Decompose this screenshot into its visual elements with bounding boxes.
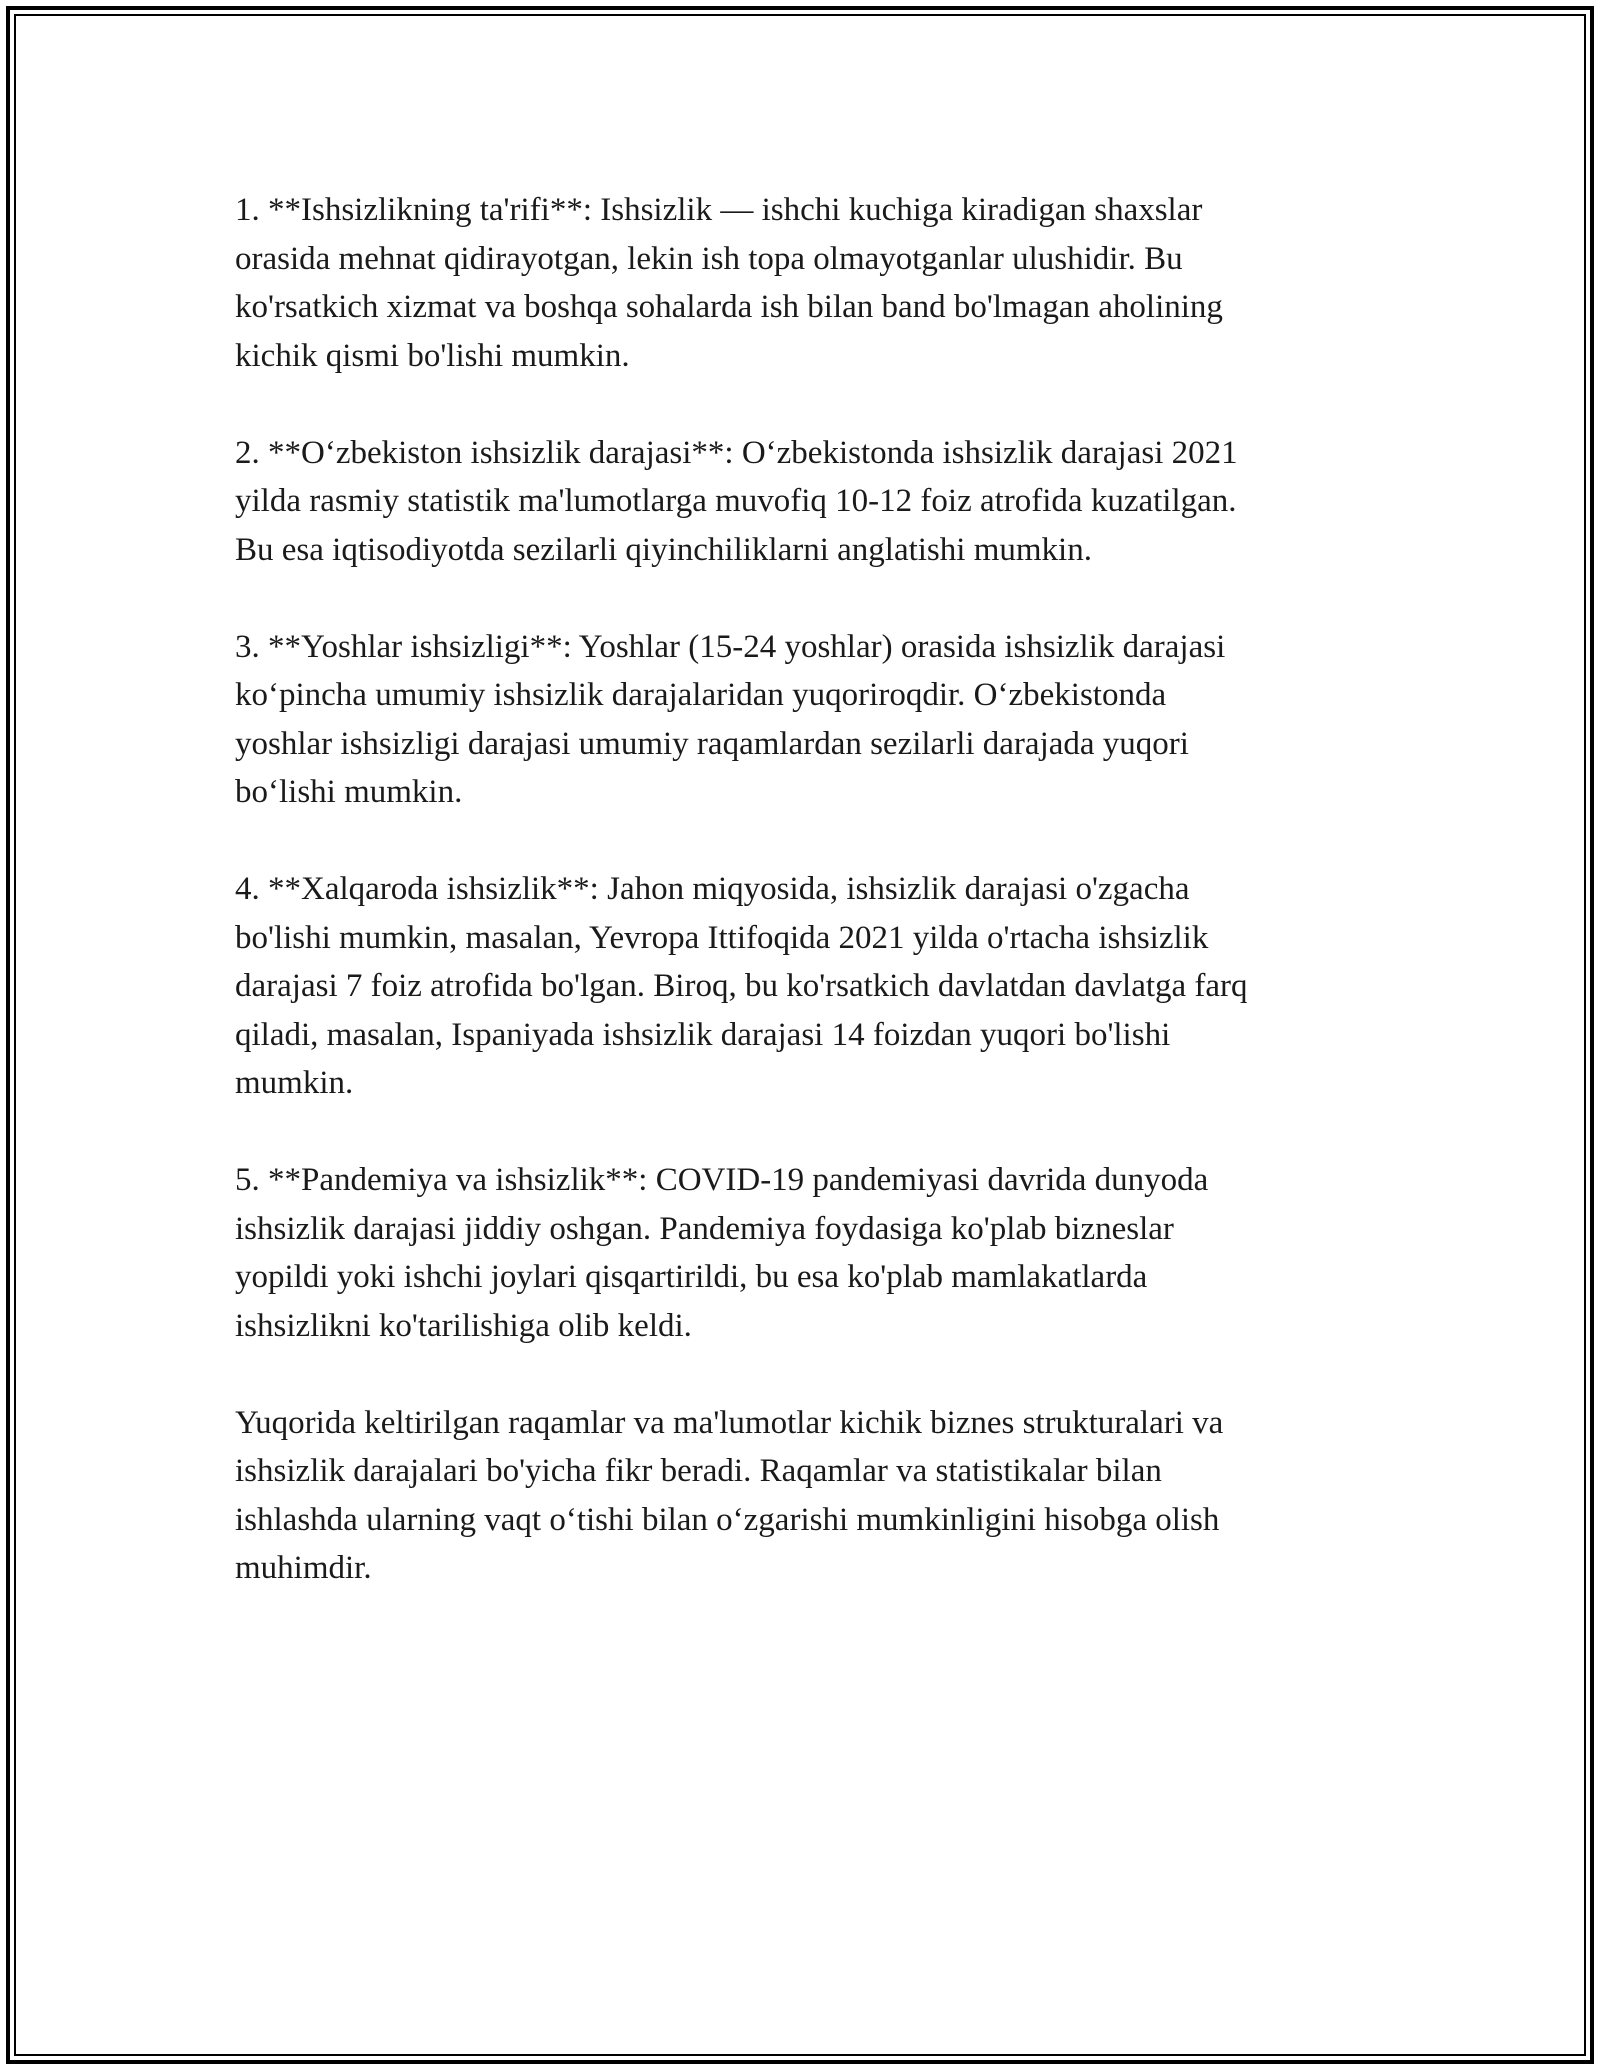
paragraph-unemployment-definition: 1. **Ishsizlikning ta'rifi**: Ishsizlik — ishchi kuchiga kiradigan shaxslar orasida mehnat qidirayotgan, lekin ish topa olmayotganlar ulushidir. Bu ko'rsatkich xizmat va boshqa sohalarda ish bilan band bo'lmagan aholining kichik qismi bo'lishi mumkin. bbox=[235, 192, 1223, 374]
document-body bbox=[235, 186, 1375, 1593]
paragraph-international-unemployment: 4. **Xalqaroda ishsizlik**: Jahon miqyosida, ishsizlik darajasi o'zgacha bo'lishi mumkin, masalan, Yevropa Ittifoqida 2021 yilda o'rtacha ishsizlik darajasi 7 foiz atrofida bo'lgan. Biroq, bu ko'rsatkich davlatdan davlatga farq qiladi, masalan, Ispaniyada ishsizlik darajasi 14 foizdan yuqori bo'lishi mumkin. bbox=[235, 871, 1248, 1101]
paragraph-youth-unemployment: 3. **Yoshlar ishsizligi**: Yoshlar (15-24 yoshlar) orasida ishsizlik darajasi ko‘pincha umumiy ishsizlik darajalaridan yuqoriroqdir. O‘zbekistonda yoshlar ishsizligi darajasi umumiy raqamlardan sezilarli darajada yuqori bo‘lishi mumkin. bbox=[235, 628, 1226, 810]
paragraph-conclusion: Yuqorida keltirilgan raqamlar va ma'lumotlar kichik biznes strukturalari va ishsizlik darajalari bo'yicha fikr beradi. Raqamlar va statistikalar bilan ishlashda ularning vaqt o‘tishi bilan o‘zgarishi mumkinligini hisobga olish muhimdir. bbox=[235, 1404, 1224, 1586]
paragraph-uzbekistan-unemployment-rate: 2. **O‘zbekiston ishsizlik darajasi**: O‘zbekistonda ishsizlik darajasi 2021 yilda rasmiy statistik ma'lumotlarga muvofiq 10-12 foiz atrofida kuzatilgan. Bu esa iqtisodiyotda sezilarli qiyinchiliklarni anglatishi mumkin. bbox=[235, 434, 1238, 568]
paragraph-pandemic-unemployment: 5. **Pandemiya va ishsizlik**: COVID-19 pandemiyasi davrida dunyoda ishsizlik darajasi jiddiy oshgan. Pandemiya foydasiga ko'plab bizneslar yopildi yoki ishchi joylari qisqartirildi, bu esa ko'plab mamlakatlarda ishsizlikni ko'tarilishiga olib keldi. bbox=[235, 1162, 1209, 1344]
